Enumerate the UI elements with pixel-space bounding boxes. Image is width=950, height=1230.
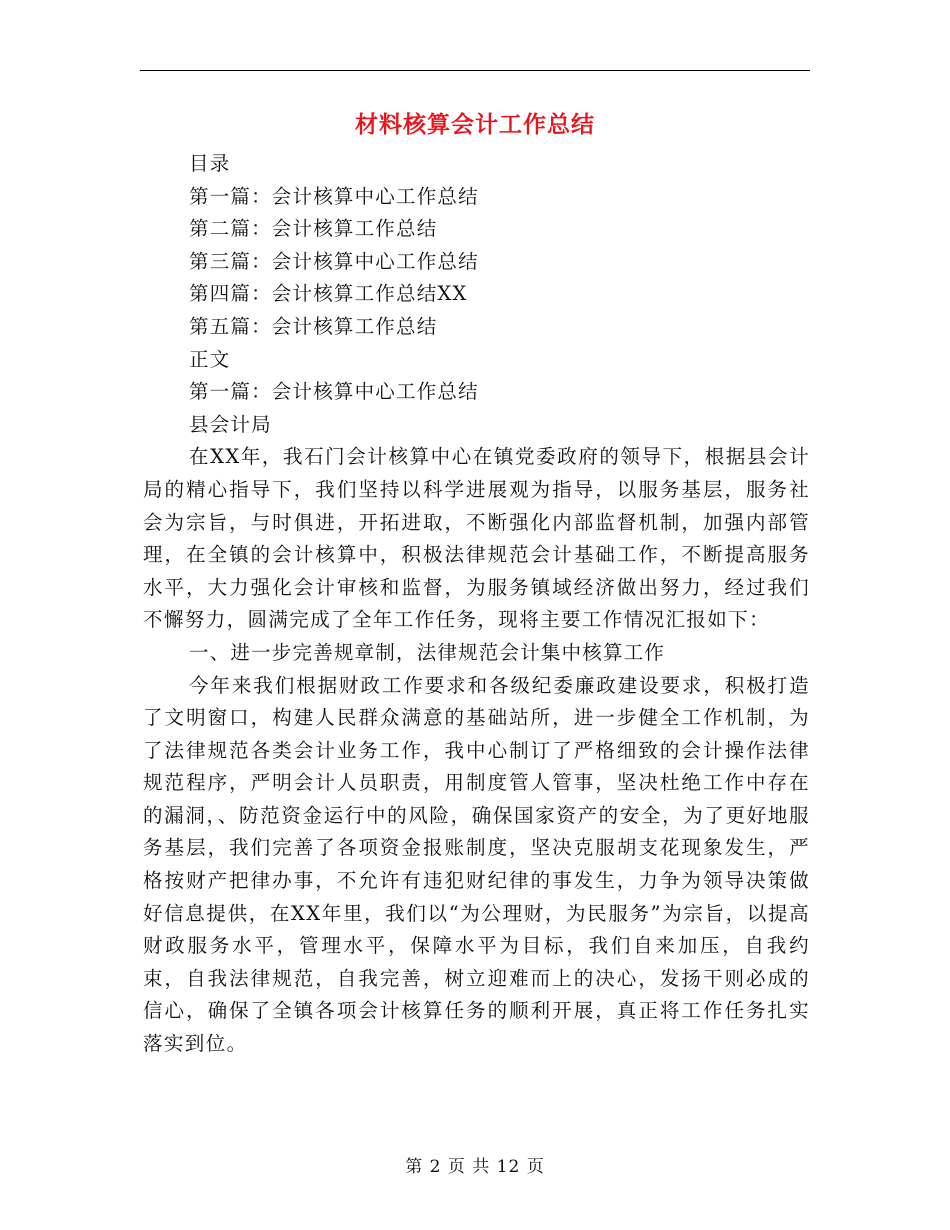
section-heading: 一、进一步完善规章制，法律规范会计集中核算工作 <box>189 640 666 664</box>
document-body <box>143 148 810 1061</box>
article-author: 县会计局 <box>189 412 272 436</box>
toc-item: 第五篇：会计核算工作总结 <box>189 314 438 338</box>
toc-item: 第四篇：会计核算工作总结XX <box>189 282 468 306</box>
paragraph: 在XX年，我石门会计核算中心在镇党委政府的领导下，根据县会计局的精心指导下，我们坚持以科学进展观为指导，以服务基层，服务社会为宗旨，与时俱进，开拓进取，不断强化内部监督机制，加强内部管理，在全镇的会计核算中，积极法律规范会计基础工作，不断提高服务水平，大力强化会计审核和监督，为服务镇域经济做出努力，经过我们不懈努力，圆满完成了全年工作任务，现将主要工作情况汇报如下： <box>143 445 810 632</box>
body-heading: 正文 <box>189 347 231 371</box>
header-rule <box>140 70 810 71</box>
page-number: 第 2 页 共 12 页 <box>405 1157 545 1177</box>
paragraph: 今年来我们根据财政工作要求和各级纪委廉政建设要求，积极打造了文明窗口，构建人民群众满意的基础站所，进一步健全工作机制，为了法律规范各类会计业务工作，我中心制订了严格细致的会计操作法律规范程序，严明会计人员职责，用制度管人管事，坚决杜绝工作中存在的漏洞，、防范资金运行中的风险，确保国家资产的安全，为了更好地服务基层，我们完善了各项资金报账制度，坚决克服胡支花现象发生，严格按财产把律办事，不允许有违犯财纪律的事发生，力争为领导决策做好信息提供，在XX年里，我们以“为公理财，为民服务”为宗旨，以提高财政服务水平，管理水平，保障水平为目标，我们自来加压，自我约束，自我法律规范，自我完善，树立迎难而上的决心，发扬干则必成的信心，确保了全镇各项会计核算任务的顺利开展，真正将工作任务扎实落实到位。 <box>143 673 810 1056</box>
toc-heading: 目录 <box>189 152 231 175</box>
article-title: 第一篇：会计核算中心工作总结 <box>189 380 479 404</box>
toc-item: 第一篇：会计核算中心工作总结 <box>189 184 479 208</box>
document-title: 材料核算会计工作总结 <box>355 111 595 138</box>
toc-item: 第二篇：会计核算工作总结 <box>189 217 438 241</box>
toc-item: 第三篇：会计核算中心工作总结 <box>189 249 479 273</box>
